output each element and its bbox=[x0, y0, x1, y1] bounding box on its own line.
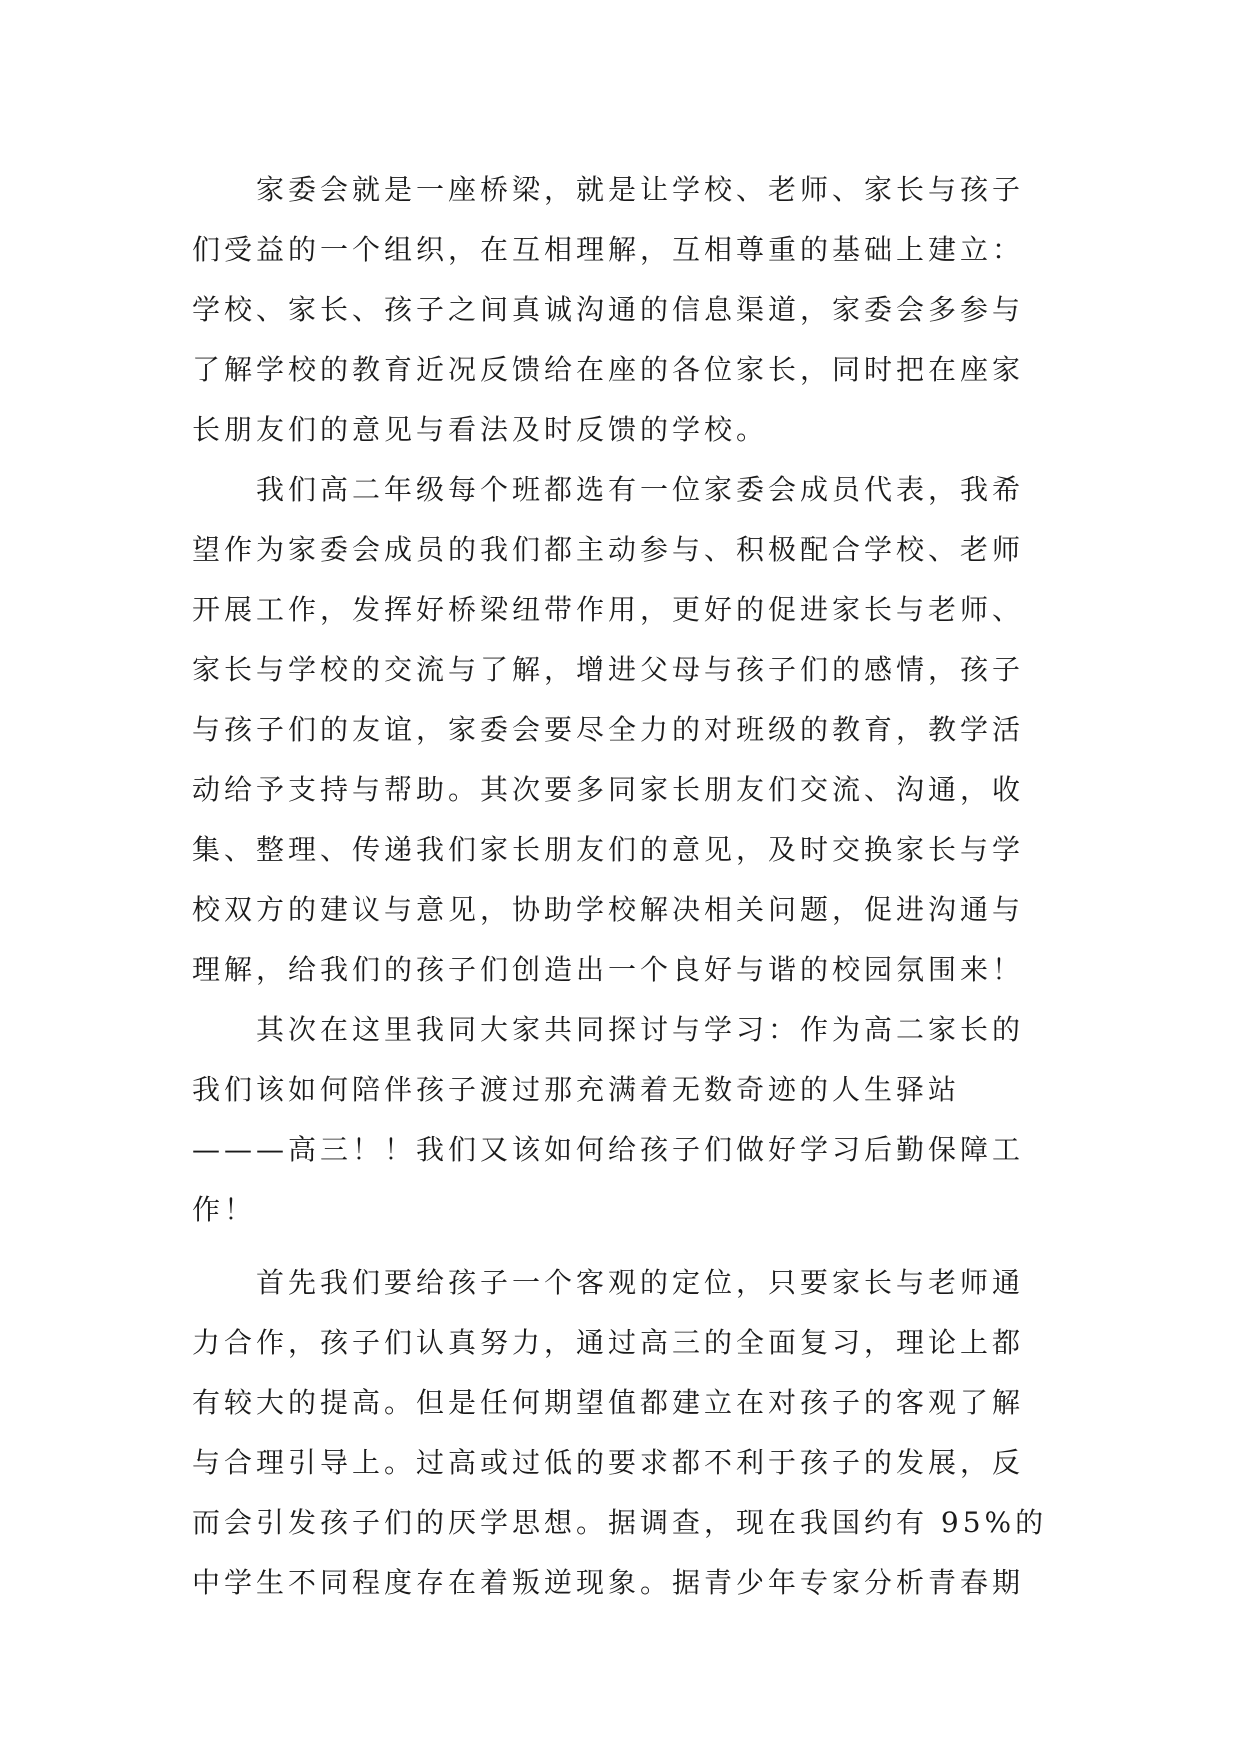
paragraph-line: 我们高二年级每个班都选有一位家委会成员代表，我希 bbox=[256, 473, 1025, 506]
paragraph-line: 与合理引导上。过高或过低的要求都不利于孩子的发展，反 bbox=[192, 1446, 1025, 1479]
paragraph-line: ———高三！！我们又该如何给孩子们做好学习后勤保障工 bbox=[192, 1133, 1025, 1166]
paragraph-line: 动给予支持与帮助。其次要多同家长朋友们交流、沟通，收 bbox=[192, 773, 1025, 806]
paragraph-line: 长朋友们的意见与看法及时反馈的学校。 bbox=[192, 413, 769, 446]
paragraph-line: 了解学校的教育近况反馈给在座的各位家长，同时把在座家 bbox=[192, 353, 1025, 386]
paragraph-4 bbox=[192, 1253, 1072, 1613]
paragraph-line: 首先我们要给孩子一个客观的定位，只要家长与老师通 bbox=[256, 1266, 1025, 1299]
paragraph-line: 我们该如何陪伴孩子渡过那充满着无数奇迹的人生驿站 bbox=[192, 1073, 961, 1106]
paragraph-line: 作！ bbox=[192, 1193, 257, 1226]
paragraph-line: 望作为家委会成员的我们都主动参与、积极配合学校、老师 bbox=[192, 533, 1025, 566]
paragraph-line: 集、整理、传递我们家长朋友们的意见，及时交换家长与学 bbox=[192, 833, 1025, 866]
paragraph-line: 家长与学校的交流与了解，增进父母与孩子们的感情，孩子 bbox=[192, 653, 1025, 686]
paragraph-2 bbox=[192, 460, 1072, 1000]
paragraph-line: 力合作，孩子们认真努力，通过高三的全面复习，理论上都 bbox=[192, 1326, 1025, 1359]
paragraph-line: 与孩子们的友谊，家委会要尽全力的对班级的教育，教学活 bbox=[192, 713, 1025, 746]
document-body bbox=[192, 160, 1072, 1613]
paragraph-line: 其次在这里我同大家共同探讨与学习：作为高二家长的 bbox=[256, 1013, 1025, 1046]
paragraph-line: 家委会就是一座桥梁，就是让学校、老师、家长与孩子 bbox=[256, 173, 1025, 206]
paragraph-line: 学校、家长、孩子之间真诚沟通的信息渠道，家委会多参与 bbox=[192, 293, 1025, 326]
paragraph-line: 校双方的建议与意见，协助学校解决相关问题，促进沟通与 bbox=[192, 893, 1025, 926]
paragraph-line: 理解，给我们的孩子们创造出一个良好与谐的校园氛围来！ bbox=[192, 953, 1025, 986]
paragraph-line: 中学生不同程度存在着叛逆现象。据青少年专家分析青春期 bbox=[192, 1566, 1025, 1599]
paragraph-line: 们受益的一个组织，在互相理解，互相尊重的基础上建立： bbox=[192, 233, 1025, 266]
paragraph-line: 而会引发孩子们的厌学思想。据调查，现在我国约有 95%的 bbox=[192, 1506, 1048, 1539]
paragraph-spacer bbox=[192, 1240, 1072, 1253]
paragraph-3 bbox=[192, 1000, 1072, 1240]
paragraph-line: 有较大的提高。但是任何期望值都建立在对孩子的客观了解 bbox=[192, 1386, 1025, 1419]
paragraph-1 bbox=[192, 160, 1072, 460]
paragraph-line: 开展工作，发挥好桥梁纽带作用，更好的促进家长与老师、 bbox=[192, 593, 1025, 626]
